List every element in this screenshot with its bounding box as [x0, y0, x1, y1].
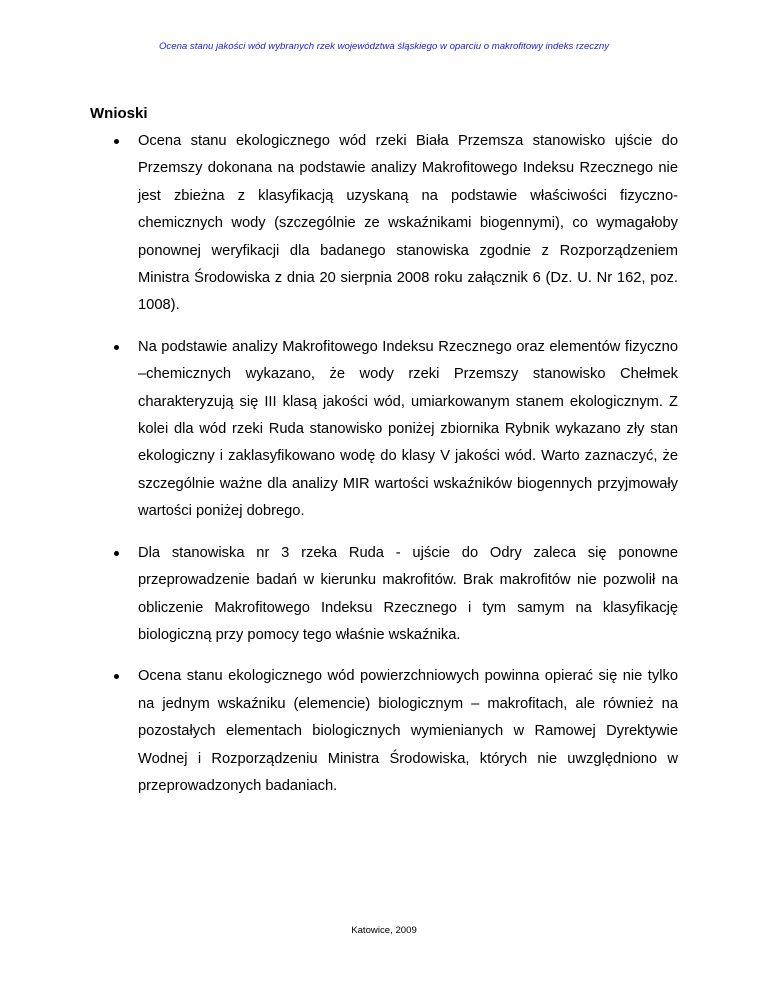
list-item	[138, 663, 678, 800]
bullet-icon	[114, 674, 119, 679]
page-footer: Katowice, 2009	[351, 925, 417, 936]
section-heading: Wnioski	[90, 105, 148, 122]
list-item-text: Dla stanowiska nr 3 rzeka Ruda - ujście do Odry zaleca się ponowne przeprowadzenie badań w kierunku makrofitów. Brak makrofitów nie pozwolił na obliczenie Makrofitowego Indeksu Rzecznego i tym samym na klasyfikację biologiczną przy pomocy tego właśnie wskaźnika.	[138, 544, 678, 643]
bullet-icon	[114, 551, 119, 556]
bullet-icon	[114, 345, 119, 350]
page-header: Ocena stanu jakości wód wybranych rzek województwa śląskiego w oparciu o makrofitowy indeks rzeczny	[158, 41, 610, 52]
list-item-text: Ocena stanu ekologicznego wód powierzchniowych powinna opierać się nie tylko na jednym wskaźniku (elemencie) biologicznym – makrofitach, ale również na pozostałych elementach biologicznych wymienianych w Ramowej Dyrektywie Wodnej i Rozporządzeniu Ministra Środowiska, których nie uwzględniono w przeprowadzonych badaniach.	[138, 668, 678, 794]
list-item-text: Ocena stanu ekologicznego wód rzeki Biała Przemsza stanowisko ujście do Przemszy dokonana na podstawie analizy Makrofitowego Indeksu Rzecznego nie jest zbieżna z klasyfikacją uzyskaną na podstawie właściwości fizyczno-chemicznych wody (szczególnie ze wskaźnikami biogennymi), co wymagałoby ponownej weryfikacji dla badanego stanowiska zgodnie z Rozporządzeniem Ministra Środowiska z dnia 20 sierpnia 2008 roku załącznik 6 (Dz. U. Nr 162, poz. 1008).	[138, 133, 678, 314]
list-item	[138, 128, 678, 320]
list-item	[138, 334, 678, 526]
list-item-text: Na podstawie analizy Makrofitowego Indeksu Rzecznego oraz elementów fizyczno –chemicznych wykazano, że wody rzeki Przemszy stanowisko Chełmek charakteryzują się III klasą jakości wód, umiarkowanym stanem ekologicznym. Z kolei dla wód rzeki Ruda stanowisko poniżej zbiornika Rybnik wykazano zły stan ekologiczny i zaklasyfikowano wodę do klasy V jakości wód. Warto zaznaczyć, że szczególnie ważne dla analizy MIR wartości wskaźników biogennych przyjmowały wartości poniżej dobrego.	[138, 338, 678, 520]
conclusions-list	[0, 128, 678, 814]
bullet-icon	[114, 139, 119, 144]
list-item	[138, 540, 678, 650]
